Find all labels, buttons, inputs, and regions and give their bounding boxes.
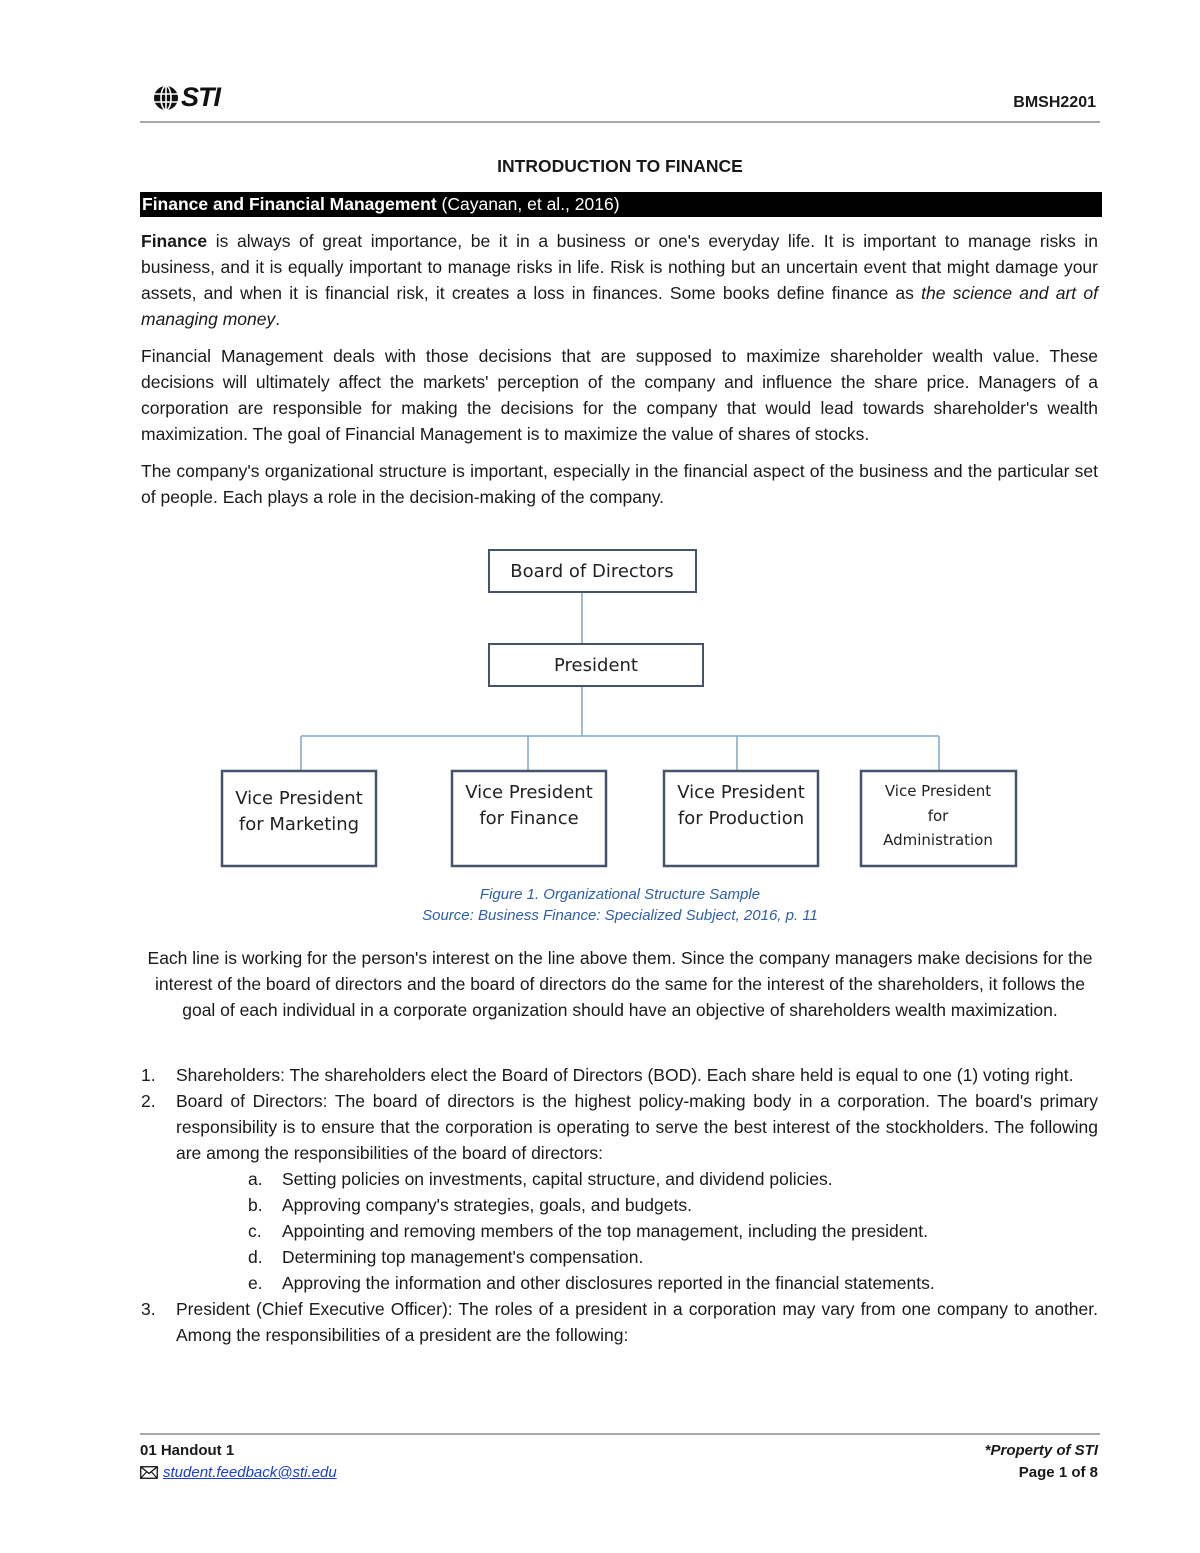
sublist-text: Determining top management's compensation.: [282, 1247, 644, 1267]
vp-finance-line2: for Finance: [479, 808, 579, 829]
paragraph-finance-end: .: [275, 309, 281, 329]
finance-term: Finance: [141, 231, 208, 251]
handout-label: 01 Handout 1: [140, 1442, 235, 1459]
sublist-text: Approving the information and other disclosures reported in the financial statements.: [282, 1273, 935, 1293]
sublist-item: [141, 1192, 1098, 1218]
course-code: BMSH2201: [1013, 94, 1096, 111]
sublist-text: Setting policies on investments, capital structure, and dividend policies.: [282, 1169, 833, 1189]
sublist-item: [141, 1218, 1098, 1244]
vp-production-line1: Vice President: [677, 782, 805, 803]
list-text: Shareholders: The shareholders elect the Board of Directors (BOD). Each share held is equal to one (1) voting right.: [176, 1065, 1074, 1085]
list-item: [141, 1296, 1098, 1348]
list-item: [141, 1088, 1098, 1166]
feedback-email-link[interactable]: student.feedback@sti.edu: [163, 1464, 337, 1481]
vp-marketing-line2: for Marketing: [238, 814, 360, 835]
footer-divider: [140, 1433, 1100, 1435]
sublist-letter: b.: [248, 1195, 263, 1215]
sublist-letter: e.: [248, 1273, 263, 1293]
board-label: Board of Directors: [510, 561, 674, 582]
paragraph-centered: Each line is working for the person's interest on the line above them. Since the company managers make decisions for the interest of the board of directors and the board of directors do the same for the interest of the shareholders, it follows the goal of each individual in a corporate organization should have an objective of shareholders wealth maximization.: [147, 948, 1093, 1020]
sublist-item: [141, 1244, 1098, 1270]
president-label: President: [554, 655, 638, 676]
section-heading-bold: Finance and Financial Management: [142, 194, 437, 214]
vp-admin-line1: Vice President: [884, 782, 992, 800]
list-item: [141, 1062, 1098, 1088]
section-heading-citation: (Cayanan, et al., 2016): [436, 194, 620, 214]
envelope-icon: [140, 1466, 158, 1479]
list-number: 1.: [141, 1065, 156, 1085]
property-label: *Property of STI: [984, 1442, 1098, 1459]
list-number: 2.: [141, 1091, 156, 1111]
vp-admin-line2: for: [927, 807, 949, 825]
vp-production-line2: for Production: [677, 808, 805, 829]
sublist-letter: a.: [248, 1169, 263, 1189]
list-text: President (Chief Executive Officer): The roles of a president in a corporation may vary from one company to another. Among the responsibilities of a president are the following:: [176, 1299, 1098, 1345]
figure-source: Source: Business Finance: Specialized Subject, 2016, p. 11: [422, 907, 818, 924]
vp-marketing-line1: Vice President: [235, 788, 363, 809]
vp-finance-line1: Vice President: [465, 782, 593, 803]
paragraph-org-structure: The company's organizational structure is important, especially in the financial aspect of the business and the particular set of people. Each plays a role in the decision-making of the company.: [141, 461, 1098, 507]
paragraph-finance-text: is always of great importance, be it in a business or one's everyday life. It is important to manage risks in business, and it is equally important to manage risks in life. Risk is nothing but an uncertain event that might damage your assets, and when it is financial risk, it creates a loss in finances. Some books define finance as: [141, 231, 1098, 303]
list-number: 3.: [141, 1299, 156, 1319]
sublist-item: [141, 1166, 1098, 1192]
sublist-item: [141, 1270, 1098, 1296]
vp-admin-line3: Administration: [883, 831, 993, 849]
page-title: INTRODUCTION TO FINANCE: [497, 156, 743, 176]
sublist-text: Appointing and removing members of the top management, including the president.: [282, 1221, 928, 1241]
finance-definition: the science and art of managing money: [141, 283, 1099, 329]
sublist-letter: d.: [248, 1247, 263, 1267]
paragraph-financial-management: Financial Management deals with those decisions that are supposed to maximize shareholder wealth value. These decisions will ultimately affect the markets' perception of the company and influence the share price. Managers of a corporation are responsible for making the decisions for the company that would lead towards shareholder's wealth maximization. The goal of Financial Management is to maximize the value of shares of stocks.: [141, 346, 1098, 444]
sublist-text: Approving company's strategies, goals, and budgets.: [282, 1195, 692, 1215]
logo-text: STI: [181, 82, 221, 112]
figure-caption: Figure 1. Organizational Structure Sample: [479, 886, 761, 903]
feedback-email: [140, 1464, 337, 1481]
responsibility-list: [141, 1062, 1098, 1348]
page-number: Page 1 of 8: [1018, 1464, 1098, 1481]
sublist-letter: c.: [248, 1221, 262, 1241]
list-text: Board of Directors: The board of directors is the highest policy-making body in a corporation. The board's primary responsibility is to ensure that the corporation is operating to serve the best interest of the stockholders. The following are among the responsibilities of the board of directors:: [176, 1091, 1098, 1163]
